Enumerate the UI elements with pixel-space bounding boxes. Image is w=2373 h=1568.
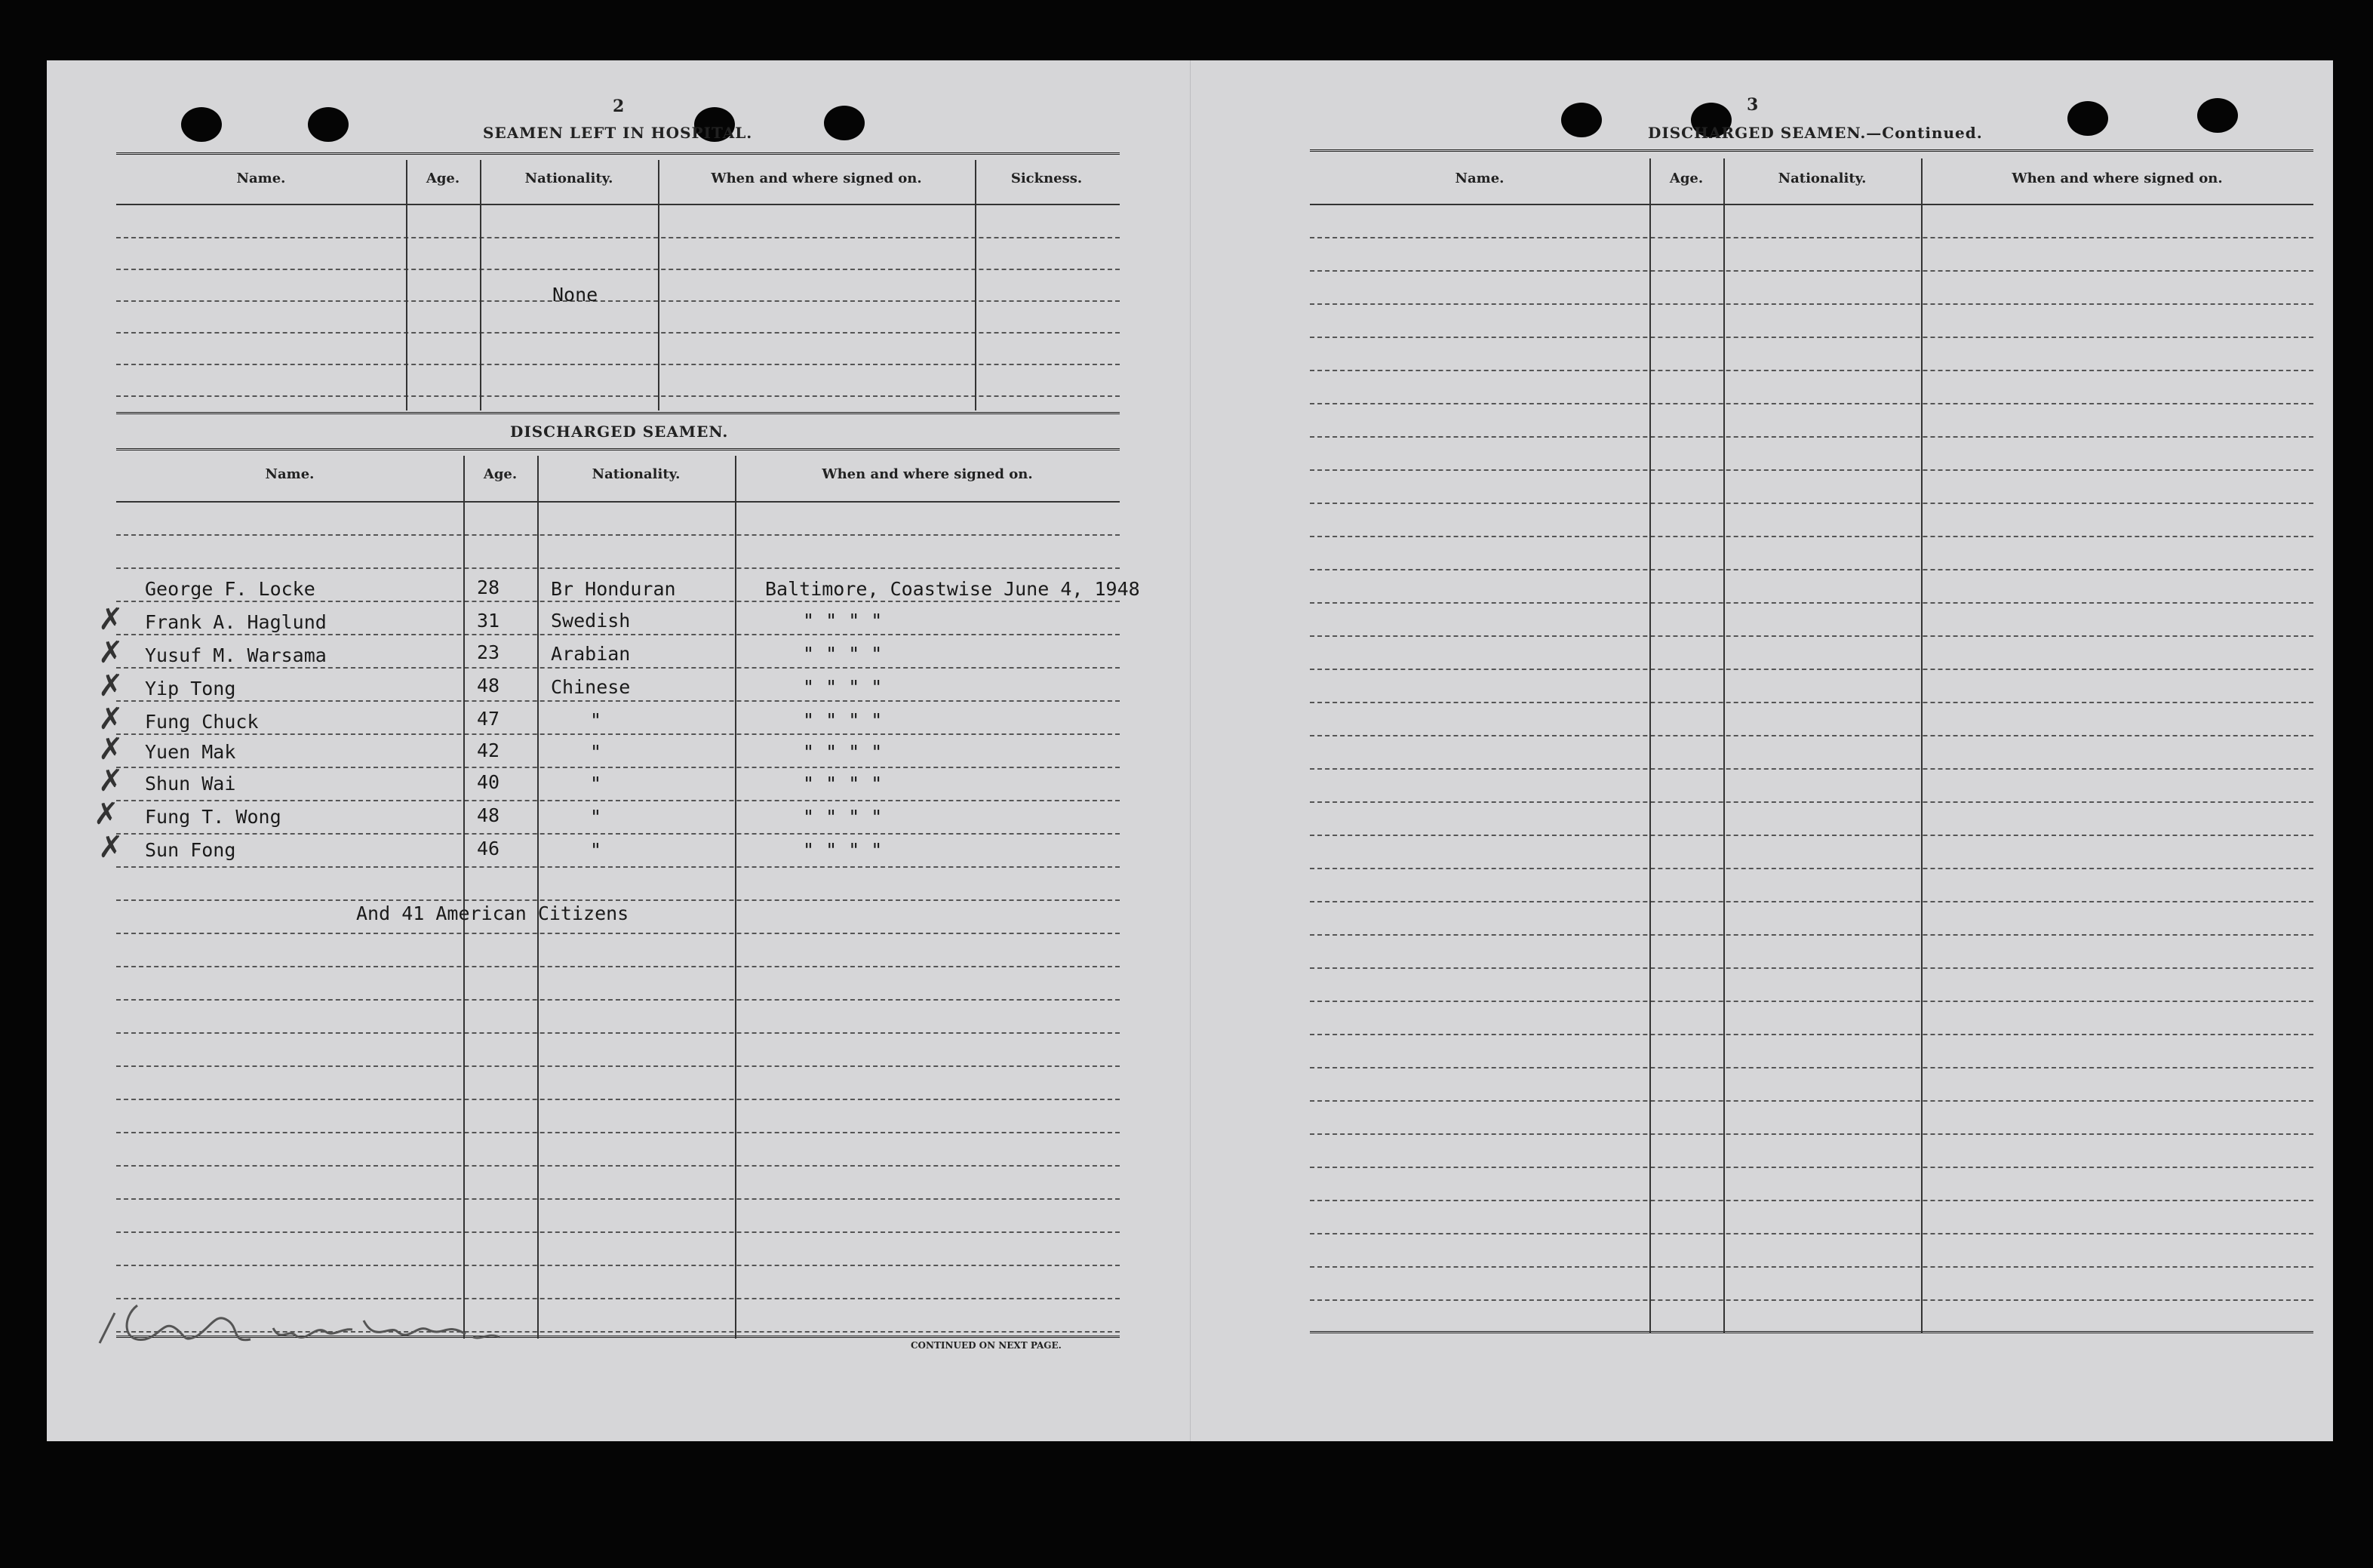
row-line <box>116 899 1120 901</box>
row-line <box>116 364 1120 365</box>
row-line <box>1310 536 2313 537</box>
x-mark: ✗ <box>98 732 124 767</box>
row-line <box>1310 569 2313 570</box>
continued-header-name: Name. <box>1455 171 1505 186</box>
row-line <box>1310 967 2313 969</box>
seaman-name: Shun Wai <box>145 773 236 795</box>
row-line <box>116 966 1120 967</box>
discharged-section-title: DISCHARGED SEAMEN. <box>510 423 729 441</box>
section-rule <box>116 412 1120 417</box>
row-line <box>1310 801 2313 803</box>
x-mark: ✗ <box>98 830 124 865</box>
row-line <box>1310 934 2313 936</box>
hospital-header-sickness: Sickness. <box>1010 171 1083 186</box>
column-divider <box>537 456 539 1339</box>
row-line <box>116 700 1120 702</box>
row-line <box>116 1231 1120 1233</box>
column-divider <box>406 160 407 410</box>
row-line <box>1310 503 2313 504</box>
seaman-name: Frank A. Haglund <box>145 611 327 633</box>
row-line <box>1310 303 2313 305</box>
hospital-header-name: Name. <box>236 171 286 186</box>
row-line <box>1310 1167 2313 1168</box>
row-line <box>116 567 1120 569</box>
seaman-name: Yusuf M. Warsama <box>145 644 327 666</box>
row-line <box>1310 635 2313 637</box>
seaman-nationality: Chinese <box>551 676 631 698</box>
seaman-name: Yip Tong <box>145 678 236 699</box>
hospital-header-nationality: Nationality. <box>524 171 613 186</box>
seaman-name: Sun Fong <box>145 839 236 861</box>
x-mark: ✗ <box>98 669 124 703</box>
seaman-age: 31 <box>477 610 500 632</box>
row-line <box>116 300 1120 302</box>
row-line <box>116 601 1120 602</box>
column-divider <box>1649 158 1651 1333</box>
seaman-age: 40 <box>477 771 500 793</box>
seaman-name: Fung T. Wong <box>145 806 281 828</box>
row-line <box>116 1265 1120 1266</box>
seaman-age: 46 <box>477 838 500 859</box>
binder-hole <box>2067 101 2108 136</box>
right-page <box>1190 60 2334 1441</box>
left-page <box>47 60 1190 1441</box>
row-line <box>1310 1233 2313 1234</box>
row-line <box>1310 436 2313 438</box>
row-line <box>116 866 1120 868</box>
seaman-signed-on: " " " " <box>803 806 883 828</box>
discharged-header-name: Name. <box>265 466 315 482</box>
seaman-signed-on: " " " " <box>803 676 883 698</box>
row-line <box>1310 868 2313 869</box>
seaman-age: 48 <box>477 675 500 696</box>
seaman-name: Yuen Mak <box>145 741 236 763</box>
binder-hole <box>1561 103 1602 137</box>
page-number: 3 <box>1747 95 1759 115</box>
section-rule <box>116 448 1120 453</box>
row-line <box>1310 835 2313 836</box>
section-rule <box>116 152 1120 158</box>
row-line <box>1310 1133 2313 1135</box>
row-line <box>1310 702 2313 703</box>
seaman-age: 23 <box>477 641 500 663</box>
row-line <box>1310 1067 2313 1068</box>
seaman-signed-on: Baltimore, Coastwise June 4, 1948 <box>765 578 1140 600</box>
continued-footer: CONTINUED ON NEXT PAGE. <box>911 1340 1062 1351</box>
header-rule <box>1310 204 2313 205</box>
seaman-age: 42 <box>477 739 500 761</box>
column-divider <box>975 160 976 410</box>
seaman-signed-on: " " " " <box>803 709 883 731</box>
seaman-signed-on: " " " " <box>803 741 883 763</box>
row-line <box>116 534 1120 536</box>
hospital-none-entry: None <box>552 284 598 306</box>
seaman-name: Fung Chuck <box>145 711 259 733</box>
column-divider <box>1921 158 1923 1333</box>
row-line <box>1310 602 2313 604</box>
seaman-nationality: " <box>590 806 602 828</box>
section-rule <box>1310 149 2313 155</box>
document-sheet <box>47 60 2333 1441</box>
row-line <box>116 999 1120 1001</box>
row-line <box>116 269 1120 270</box>
seaman-nationality: Br Honduran <box>551 578 676 600</box>
row-line <box>1310 403 2313 404</box>
row-line <box>1310 1034 2313 1035</box>
row-line <box>1310 1100 2313 1102</box>
row-line <box>116 395 1120 397</box>
column-divider <box>463 456 465 1339</box>
seaman-signed-on: " " " " <box>803 643 883 665</box>
binder-hole <box>308 107 349 142</box>
row-line <box>1310 1200 2313 1201</box>
row-line <box>116 1065 1120 1067</box>
seaman-nationality: " <box>590 839 602 861</box>
column-divider <box>658 160 659 410</box>
row-line <box>116 733 1120 735</box>
row-line <box>116 1099 1120 1100</box>
row-line <box>116 667 1120 669</box>
row-line <box>116 634 1120 635</box>
continued-header-signed: When and where signed on. <box>2012 171 2223 186</box>
header-rule <box>116 501 1120 503</box>
row-line <box>1310 237 2313 238</box>
x-mark: ✗ <box>98 764 124 798</box>
page-number: 2 <box>613 97 625 116</box>
seaman-age: 48 <box>477 804 500 826</box>
header-rule <box>116 204 1120 205</box>
bottom-rule <box>1310 1331 2313 1336</box>
handwritten-note-scribble <box>92 1283 515 1358</box>
discharged-header-age: Age. <box>483 466 518 482</box>
row-line <box>1310 1299 2313 1301</box>
seaman-age: 28 <box>477 576 500 598</box>
column-divider <box>1723 158 1725 1333</box>
x-mark: ✗ <box>94 797 119 832</box>
row-line <box>116 800 1120 801</box>
discharged-header-signed: When and where signed on. <box>822 466 1033 482</box>
row-line <box>1310 1001 2313 1002</box>
row-line <box>116 1032 1120 1034</box>
x-mark: ✗ <box>98 635 124 670</box>
row-line <box>116 833 1120 835</box>
american-citizens-note: And 41 American Citizens <box>356 902 629 924</box>
discharged-continued-title: DISCHARGED SEAMEN.—Continued. <box>1648 124 1983 142</box>
hospital-header-age: Age. <box>426 171 460 186</box>
seaman-nationality: Arabian <box>551 643 631 665</box>
row-line <box>116 933 1120 934</box>
hospital-header-signed: When and where signed on. <box>711 171 922 186</box>
binder-hole <box>824 106 865 140</box>
seaman-nationality: Swedish <box>551 610 631 632</box>
x-mark: ✗ <box>98 702 124 736</box>
row-line <box>1310 1266 2313 1268</box>
discharged-header-nationality: Nationality. <box>592 466 681 482</box>
row-line <box>116 1198 1120 1200</box>
seaman-name: George F. Locke <box>145 578 315 600</box>
row-line <box>1310 337 2313 338</box>
binder-hole <box>2197 98 2238 133</box>
row-line <box>1310 370 2313 371</box>
seaman-nationality: " <box>590 773 602 795</box>
row-line <box>1310 270 2313 272</box>
seaman-signed-on: " " " " <box>803 839 883 861</box>
seaman-nationality: " <box>590 741 602 763</box>
row-line <box>1310 735 2313 736</box>
continued-header-nationality: Nationality. <box>1778 171 1867 186</box>
row-line <box>116 1132 1120 1133</box>
column-divider <box>735 456 736 1339</box>
row-line <box>116 237 1120 238</box>
binder-hole <box>181 107 222 142</box>
row-line <box>1310 469 2313 471</box>
seaman-signed-on: " " " " <box>803 610 883 632</box>
seaman-nationality: " <box>590 709 602 731</box>
seaman-signed-on: " " " " <box>803 773 883 795</box>
x-mark: ✗ <box>98 602 124 637</box>
hospital-section-title: SEAMEN LEFT IN HOSPITAL. <box>483 124 753 142</box>
seaman-age: 47 <box>477 708 500 730</box>
continued-header-age: Age. <box>1669 171 1704 186</box>
row-line <box>1310 901 2313 902</box>
column-divider <box>480 160 481 410</box>
row-line <box>116 1165 1120 1167</box>
row-line <box>1310 768 2313 770</box>
row-line <box>1310 669 2313 670</box>
row-line <box>116 332 1120 334</box>
row-line <box>116 767 1120 768</box>
